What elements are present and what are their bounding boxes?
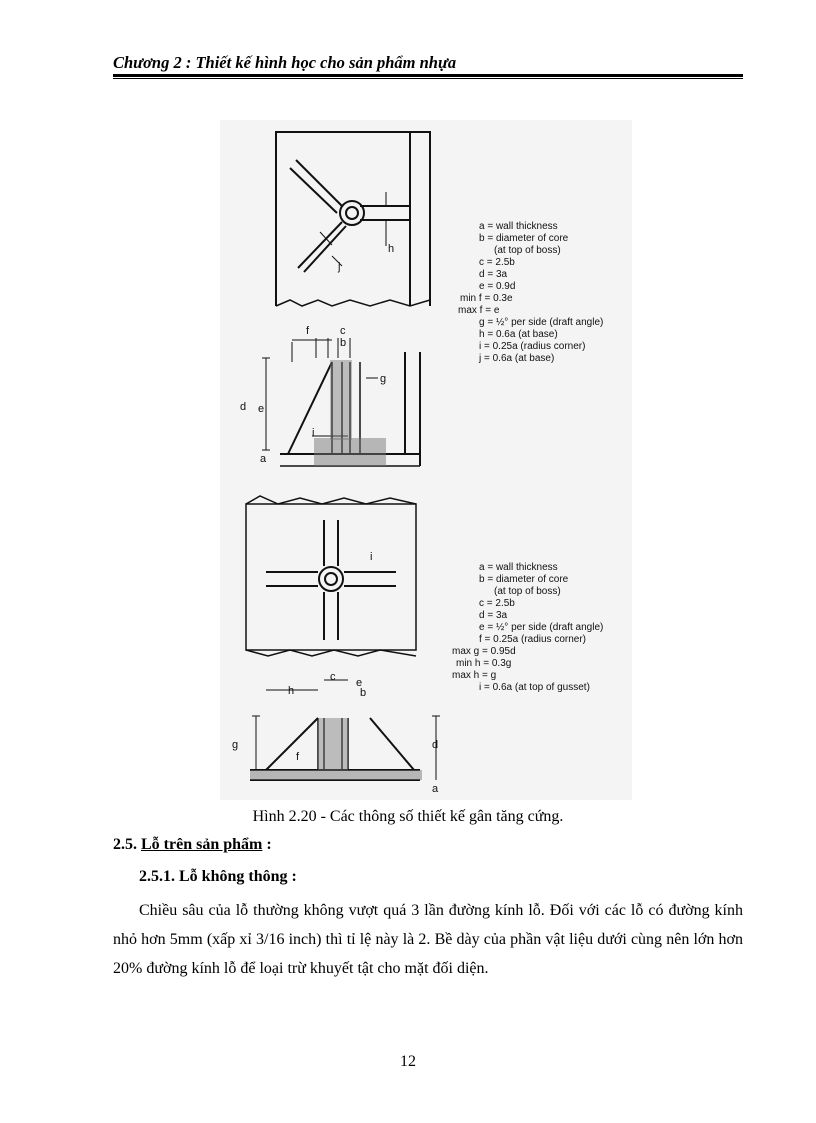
label-g-bottom: g: [232, 739, 239, 751]
svg-text:d = 3a: d = 3a: [479, 269, 508, 280]
label-j-top: j: [338, 261, 341, 273]
label-a-bottom: a: [432, 783, 439, 795]
label-e-bottom: e: [356, 677, 363, 689]
label-b-top: b: [340, 337, 347, 349]
section-title: Lỗ trên sản phẩm: [141, 836, 263, 853]
label-d-bottom: d: [432, 739, 439, 751]
label-h-top: h: [388, 243, 395, 255]
page-number: 12: [400, 1053, 416, 1070]
svg-text:j = 0.6a (at base): j = 0.6a (at base): [479, 353, 555, 364]
svg-text:h = 0.6a (at base): h = 0.6a (at base): [479, 329, 558, 340]
chapter-header: Chương 2 : Thiết kế hình học cho sản phẩm nhựa: [113, 53, 457, 72]
top-section-hatch: [314, 438, 386, 466]
svg-text:g = ½° per side (draft angle): g = ½° per side (draft angle): [479, 317, 604, 328]
svg-text:i = 0.6a (at top of gusset): i = 0.6a (at top of gusset): [479, 682, 590, 693]
label-c-top: c: [340, 325, 346, 337]
svg-text:max g = 0.95d: max g = 0.95d: [452, 646, 516, 657]
bottom-section-hatch: [250, 770, 422, 780]
label-f-top: f: [306, 325, 310, 337]
label-d-top: d: [240, 401, 247, 413]
svg-text:a = wall thickness: a = wall thickness: [479, 562, 558, 573]
svg-text:(at top of boss): (at top of boss): [494, 586, 561, 597]
subsection-heading: 2.5.1. Lỗ không thông :: [139, 868, 297, 885]
section-colon: :: [262, 836, 272, 853]
svg-text:max h = g: max h = g: [452, 670, 497, 681]
svg-text:c = 2.5b: c = 2.5b: [479, 598, 515, 609]
header-rule-thick: [113, 74, 743, 77]
label-h-bottom: h: [288, 685, 295, 697]
label-g-top: g: [380, 373, 387, 385]
svg-text:c = 2.5b: c = 2.5b: [479, 257, 515, 268]
top-plan-view: [276, 132, 430, 306]
svg-text:min h = 0.3g: min h = 0.3g: [456, 658, 512, 669]
svg-text:a = wall thickness: a = wall thickness: [479, 221, 558, 232]
label-c-bottom: c: [330, 671, 336, 683]
rib-design-figure: [220, 120, 632, 800]
bottom-legend: [452, 562, 603, 693]
header-rule-thin: [113, 78, 743, 79]
label-e-top: e: [258, 403, 265, 415]
svg-text:e = ½° per side (draft angle): e = ½° per side (draft angle): [479, 622, 604, 633]
svg-text:(at top of boss): (at top of boss): [494, 245, 561, 256]
svg-text:max f = e: max f = e: [458, 305, 500, 316]
svg-text:min f = 0.3e: min f = 0.3e: [460, 293, 513, 304]
svg-text:d = 3a: d = 3a: [479, 610, 508, 621]
svg-text:b = diameter of core: b = diameter of core: [479, 233, 569, 244]
label-a-top: a: [260, 453, 267, 465]
svg-text:b = diameter of core: b = diameter of core: [479, 574, 569, 585]
svg-text:f = 0.25a (radius corner): f = 0.25a (radius corner): [479, 634, 586, 645]
section-number: 2.5.: [113, 836, 137, 853]
section-heading: [113, 836, 272, 854]
label-i-bottom-plan: i: [370, 551, 373, 563]
svg-text:e = 0.9d: e = 0.9d: [479, 281, 516, 292]
label-i-top: i: [312, 427, 315, 439]
svg-text:i = 0.25a (radius corner): i = 0.25a (radius corner): [479, 341, 586, 352]
label-f-bottom: f: [296, 751, 300, 763]
label-b-bottom: b: [360, 687, 367, 699]
figure-caption: Hình 2.20 - Các thông số thiết kế gân tăng cứng.: [252, 808, 564, 825]
bottom-plan-view: [246, 496, 416, 656]
body-paragraph: Chiều sâu của lỗ thường không vượt quá 3 lần đường kính lỗ. Đối với các lỗ có đường kính nhỏ hơn 5mm (xấp xỉ 3/16 inch) thì tỉ lệ này là 2. Bề dày của phần vật liệu dưới cùng nên lớn hơn 20% đường kính lỗ để loại trừ khuyết tật cho mặt đối diện.: [113, 902, 743, 977]
top-legend: [458, 221, 603, 364]
